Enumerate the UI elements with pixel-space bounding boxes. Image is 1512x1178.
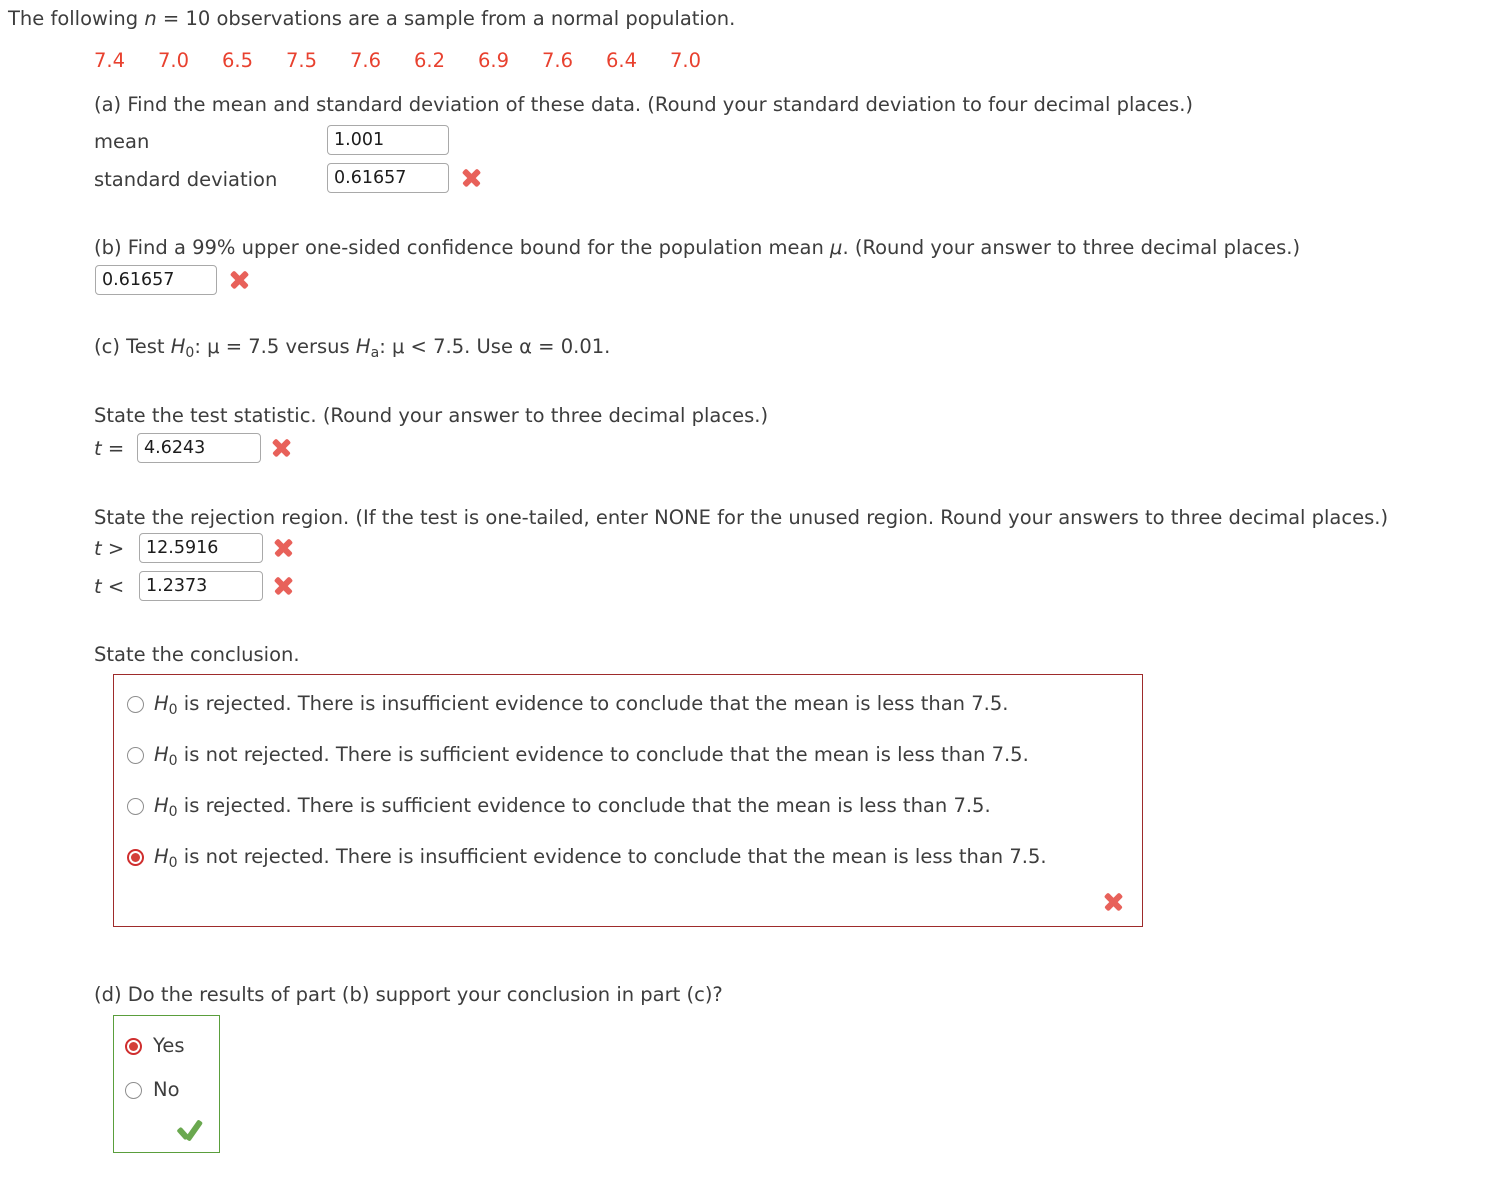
option-h-subscript: 0 xyxy=(168,854,178,871)
option-text: is not rejected. There is insufficient evidence to conclude that the mean is less than 7.5. xyxy=(177,845,1047,868)
option-text: is rejected. There is insufficient evidence to conclude that the mean is less than 7.5. xyxy=(177,692,1009,715)
upper-bound-label: t > xyxy=(94,537,125,560)
option-label: Yes xyxy=(153,1034,185,1057)
option-h-symbol: H xyxy=(154,845,169,868)
observation-value: 7.4 xyxy=(94,49,126,72)
radio-icon[interactable] xyxy=(127,747,144,764)
observation-value: 6.9 xyxy=(478,49,510,72)
observation-values xyxy=(94,48,734,74)
part-b-question-pre: (b) Find a 99% upper one-sided confidence bound for the population mean xyxy=(94,236,831,259)
part-a-question: (a) Find the mean and standard deviation of these data. (Round your standard deviation to four decimal places.) xyxy=(94,93,1194,116)
incorrect-icon xyxy=(272,575,294,597)
incorrect-icon xyxy=(270,437,292,459)
radio-icon[interactable] xyxy=(125,1082,142,1099)
radio-icon[interactable] xyxy=(127,696,144,713)
option-label: No xyxy=(153,1078,180,1101)
incorrect-icon xyxy=(460,167,482,189)
radio-icon-selected[interactable] xyxy=(127,849,144,866)
observation-value: 6.2 xyxy=(414,49,446,72)
part-d-options-box xyxy=(113,1015,220,1153)
confidence-bound-input[interactable] xyxy=(95,265,217,295)
part-c-post: : μ < 7.5. Use α = 0.01. xyxy=(379,335,611,358)
problem-intro xyxy=(8,6,735,32)
conclusion-options-box xyxy=(113,674,1143,927)
option-h-symbol: H xyxy=(154,794,169,817)
rejection-lower-input[interactable] xyxy=(139,571,263,601)
h-alt-subscript: a xyxy=(370,344,380,361)
radio-icon-selected[interactable] xyxy=(125,1038,142,1055)
part-c-mid: : μ = 7.5 versus xyxy=(194,335,356,358)
h-null-symbol: H xyxy=(170,335,186,358)
option-h-subscript: 0 xyxy=(168,803,178,820)
option-text: is rejected. There is sufficient evidence to conclude that the mean is less than 7.5. xyxy=(177,794,991,817)
t-equals-label: t = xyxy=(94,437,125,460)
radio-icon[interactable] xyxy=(127,798,144,815)
intro-n-symbol: n xyxy=(144,7,157,30)
observation-value: 6.5 xyxy=(222,49,254,72)
observation-value: 7.5 xyxy=(286,49,318,72)
conclusion-option-4[interactable] xyxy=(127,844,1047,873)
incorrect-icon xyxy=(272,537,294,559)
part-d-option-yes[interactable] xyxy=(125,1033,184,1059)
conclusion-option-3[interactable] xyxy=(127,793,991,822)
part-c-pre: (c) Test xyxy=(94,335,171,358)
observation-value: 7.0 xyxy=(158,49,190,72)
test-statistic-prompt: State the test statistic. (Round your answer to three decimal places.) xyxy=(94,404,769,427)
observation-value: 7.6 xyxy=(350,49,382,72)
intro-rest: = 10 observations are a sample from a normal population. xyxy=(156,7,736,30)
option-h-symbol: H xyxy=(154,743,169,766)
standard-deviation-label: standard deviation xyxy=(94,168,278,191)
standard-deviation-input[interactable] xyxy=(327,163,449,193)
part-c-question xyxy=(94,334,610,363)
correct-icon xyxy=(176,1118,202,1142)
h-null-subscript: 0 xyxy=(185,344,195,361)
rejection-upper-input[interactable] xyxy=(139,533,263,563)
lower-bound-label: t < xyxy=(94,575,125,598)
option-h-subscript: 0 xyxy=(168,752,178,769)
part-d-question: (d) Do the results of part (b) support your conclusion in part (c)? xyxy=(94,983,723,1006)
rejection-region-prompt: State the rejection region. (If the test is one-tailed, enter NONE for the unused region. Round your answers to three decimal places.) xyxy=(94,506,1389,529)
mean-label: mean xyxy=(94,130,150,153)
conclusion-option-1[interactable] xyxy=(127,691,1008,720)
incorrect-icon xyxy=(228,269,250,291)
test-statistic-input[interactable] xyxy=(137,433,261,463)
conclusion-option-2[interactable] xyxy=(127,742,1029,771)
part-d-option-no[interactable] xyxy=(125,1077,180,1103)
conclusion-prompt: State the conclusion. xyxy=(94,643,300,666)
mean-input[interactable] xyxy=(327,125,449,155)
part-b-question-post: . (Round your answer to three decimal places.) xyxy=(842,236,1301,259)
h-alt-symbol: H xyxy=(355,335,371,358)
intro-prefix: The following xyxy=(8,7,145,30)
observation-value: 7.6 xyxy=(542,49,574,72)
incorrect-icon xyxy=(1102,891,1124,913)
observation-value: 7.0 xyxy=(670,49,702,72)
option-h-symbol: H xyxy=(154,692,169,715)
part-b-question xyxy=(94,235,1300,261)
observation-value: 6.4 xyxy=(606,49,638,72)
option-h-subscript: 0 xyxy=(168,701,178,718)
mu-symbol: μ xyxy=(830,236,843,259)
option-text: is not rejected. There is sufficient evidence to conclude that the mean is less than 7.5. xyxy=(177,743,1029,766)
